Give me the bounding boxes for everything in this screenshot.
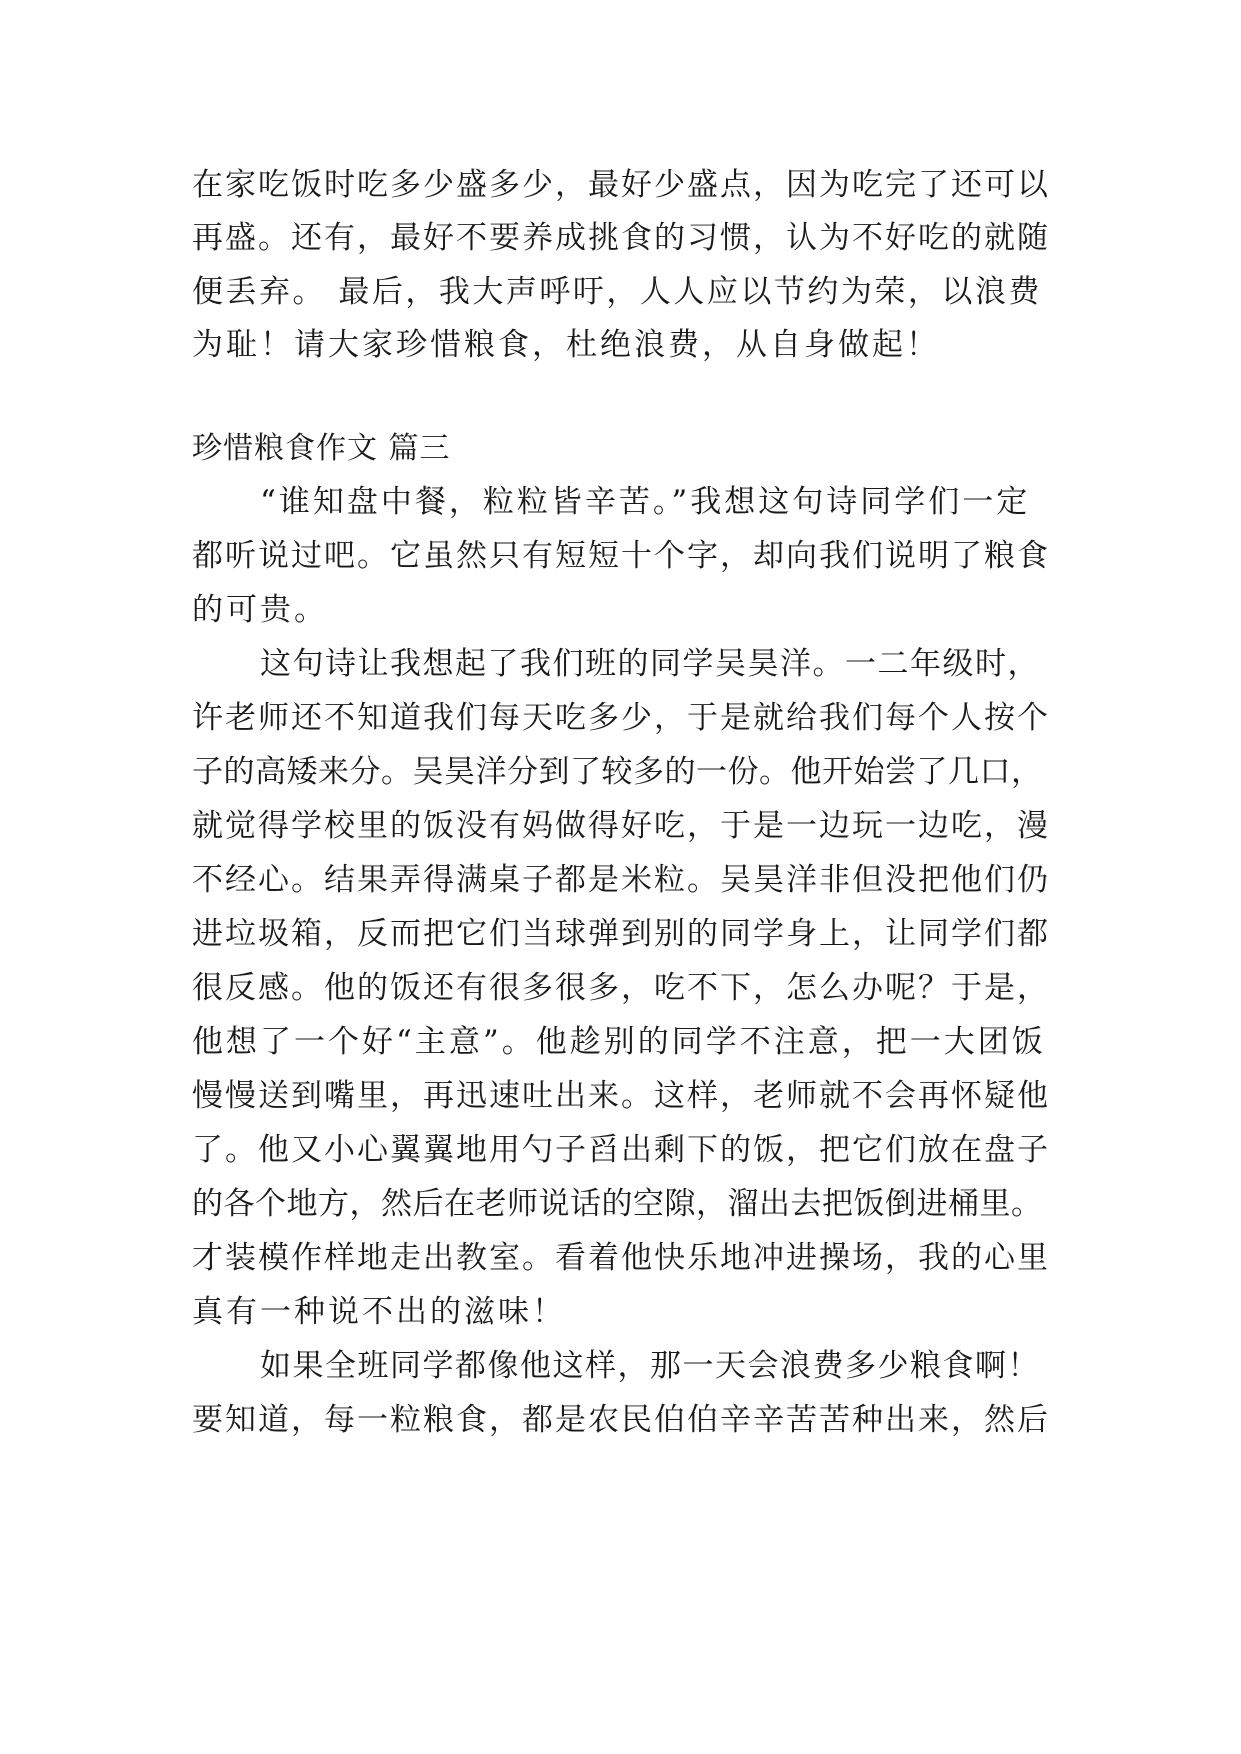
body-text-line: 不经心。结果弄得满桌子都是米粒。吴昊洋非但没把他们仍 [192, 862, 1050, 898]
paragraph-first-line: 如果全班同学都像他这样，那一天会浪费多少粮食啊！ [260, 1348, 1040, 1384]
paragraph-first-line: 这句诗让我想起了我们班的同学吴昊洋。一二年级时， [260, 646, 1040, 682]
body-text-line: 便丢弃。 最后，我大声呼吁，人人应以节约为荣，以浪费 [192, 274, 1042, 310]
body-text-line: 为耻！请大家珍惜粮食，杜绝浪费，从自身做起！ [192, 327, 940, 363]
body-text-line: 真有一种说不出的滋味！ [192, 1294, 566, 1330]
body-text-line: 在家吃饭时吃多少盛多少，最好少盛点，因为吃完了还可以 [192, 167, 1050, 203]
body-text-line: 进垃圾箱，反而把它们当球弹到别的同学身上，让同学们都 [192, 916, 1050, 952]
body-text-line: 子的高矮来分。吴昊洋分到了较多的一份。他开始尝了几口， [192, 754, 1043, 790]
body-text-line: 再盛。还有，最好不要养成挑食的习惯，认为不好吃的就随 [192, 220, 1050, 256]
body-text-line: 慢慢送到嘴里，再迅速吐出来。这样，老师就不会再怀疑他 [192, 1078, 1050, 1114]
body-text-line: 都听说过吧。它虽然只有短短十个字，却向我们说明了粮食 [192, 538, 1050, 574]
section-title: 珍惜粮食作文 篇三 [192, 431, 451, 466]
body-text-line: 就觉得学校里的饭没有妈做得好吃，于是一边玩一边吃，漫 [192, 808, 1050, 844]
body-text-line: 很反感。他的饭还有很多很多，吃不下，怎么办呢？于是， [192, 970, 1050, 1006]
paragraph-first-line: “谁知盘中餐，粒粒皆辛苦。”我想这句诗同学们一定 [260, 484, 1031, 520]
body-text-line: 才装模作样地走出教室。看着他快乐地冲进操场，我的心里 [192, 1240, 1050, 1276]
body-text-line: 要知道，每一粒粮食，都是农民伯伯辛辛苦苦种出来，然后 [192, 1402, 1050, 1438]
body-text-line: 的可贵。 [192, 592, 328, 628]
body-text-line: 许老师还不知道我们每天吃多少，于是就给我们每个人按个 [192, 700, 1050, 736]
body-text-line: 了。他又小心翼翼地用勺子舀出剩下的饭，把它们放在盘子 [192, 1132, 1050, 1168]
body-text-line: 他想了一个好“主意”。他趁别的同学不注意，把一大团饭 [192, 1024, 1046, 1060]
body-text-line: 的各个地方，然后在老师说话的空隙，溜出去把饭倒进桶里。 [192, 1186, 1043, 1222]
